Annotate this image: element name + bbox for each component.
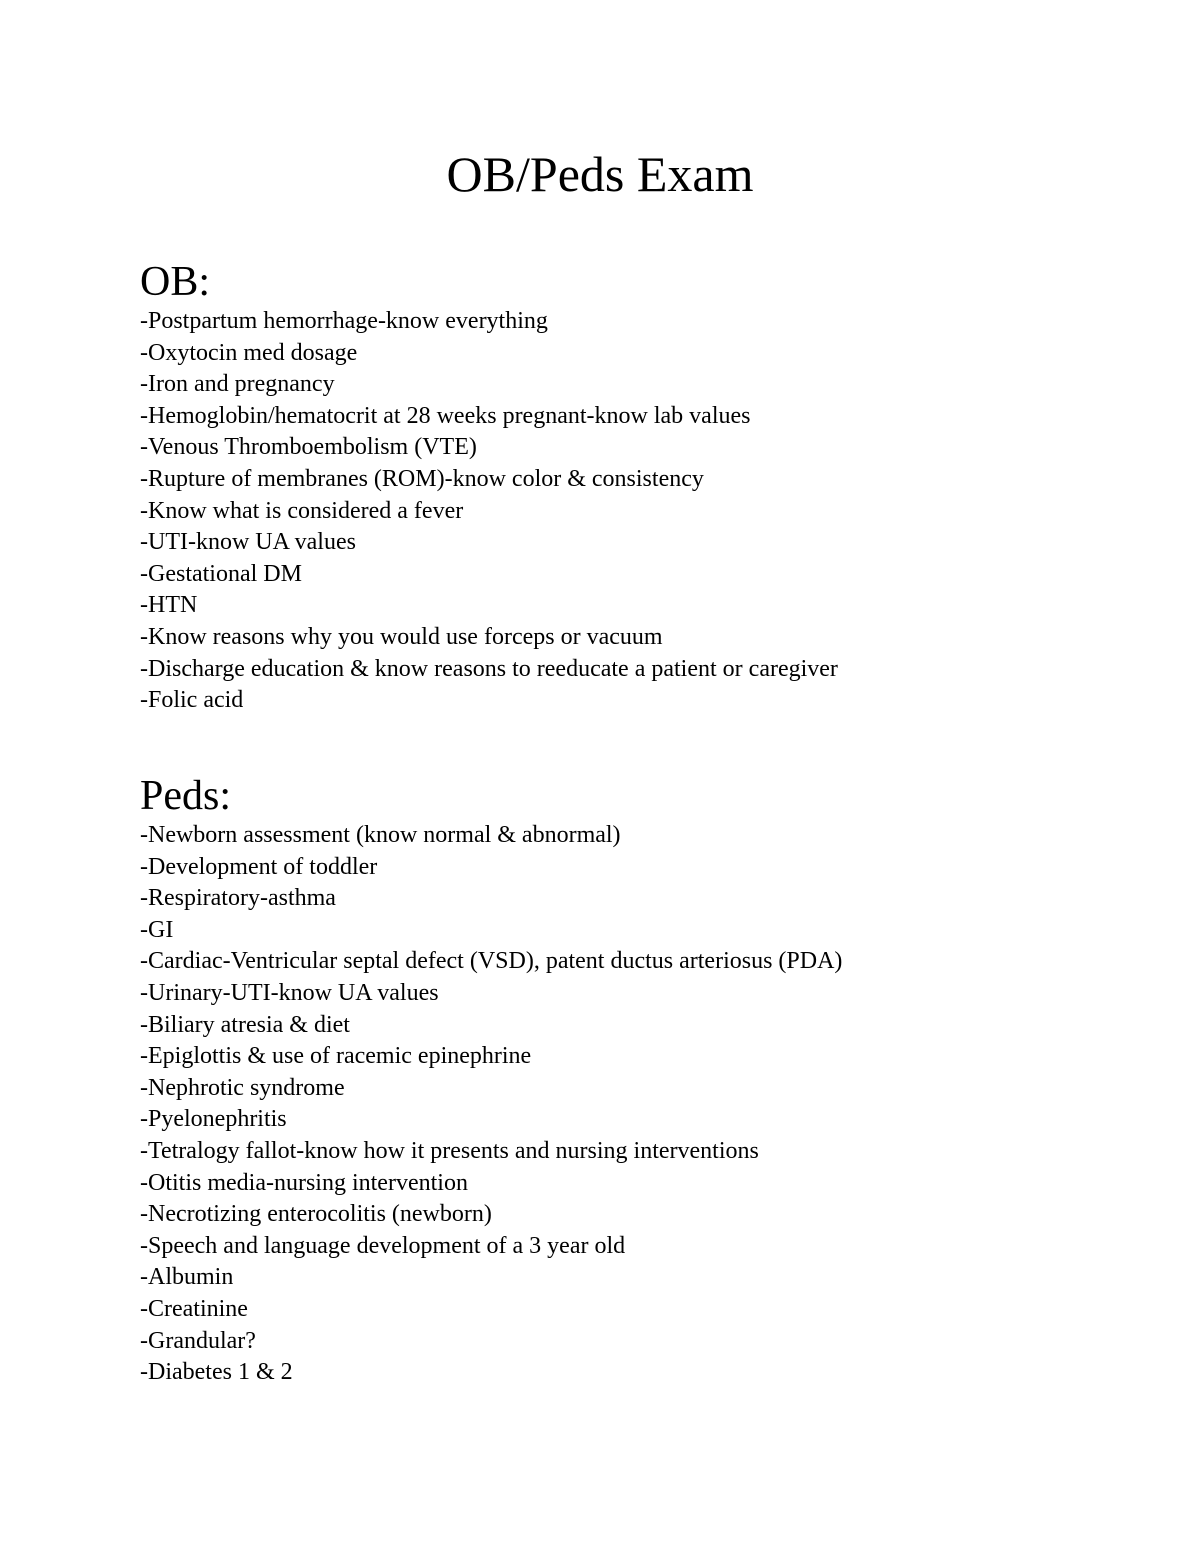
- list-item: -UTI-know UA values: [140, 529, 356, 556]
- list-item: -Pyelonephritis: [140, 1106, 287, 1133]
- list-item: -Respiratory-asthma: [140, 885, 336, 912]
- list-item: -HTN: [140, 592, 198, 619]
- section-heading-peds: Peds:: [140, 773, 232, 819]
- list-item: -Diabetes 1 & 2: [140, 1359, 293, 1386]
- peds-topic-list: [140, 820, 1140, 1389]
- list-item: -Iron and pregnancy: [140, 371, 335, 398]
- list-item: -Tetralogy fallot-know how it presents and nursing interventions: [140, 1137, 759, 1164]
- list-item: -Urinary-UTI-know UA values: [140, 979, 439, 1006]
- list-item: -Postpartum hemorrhage-know everything: [140, 308, 548, 334]
- list-item: -Cardiac-Ventricular septal defect (VSD), patent ductus arteriosus (PDA): [140, 948, 843, 975]
- list-item: -Creatinine: [140, 1295, 248, 1322]
- section-ob: [140, 258, 1140, 717]
- list-item: -Speech and language development of a 3 year old: [140, 1232, 626, 1259]
- list-item: -Venous Thromboembolism (VTE): [140, 434, 477, 461]
- list-item: -Grandular?: [140, 1327, 256, 1354]
- list-item: -Oxytocin med dosage: [140, 339, 358, 366]
- list-item: -Know reasons why you would use forceps or vacuum: [140, 623, 663, 650]
- list-item: -Rupture of membranes (ROM)-know color & consistency: [140, 465, 704, 492]
- list-item: -Know what is considered a fever: [140, 497, 464, 524]
- list-item: -Gestational DM: [140, 560, 302, 587]
- list-item: -Newborn assessment (know normal & abnormal): [140, 822, 621, 848]
- section-heading-ob: OB:: [140, 259, 211, 305]
- list-item: -Albumin: [140, 1264, 234, 1291]
- list-item: -Biliary atresia & diet: [140, 1011, 350, 1038]
- list-item: -Discharge education & know reasons to reeducate a patient or caregiver: [140, 655, 838, 682]
- list-item: -Development of toddler: [140, 853, 378, 880]
- list-item: -GI: [140, 916, 174, 943]
- list-item: -Otitis media-nursing intervention: [140, 1169, 468, 1196]
- list-item: -Folic acid: [140, 687, 244, 714]
- document-title: OB/Peds Exam: [446, 146, 754, 202]
- list-item: -Hemoglobin/hematocrit at 28 weeks pregnant-know lab values: [140, 402, 751, 429]
- list-item: -Nephrotic syndrome: [140, 1074, 345, 1101]
- list-item: -Necrotizing enterocolitis (newborn): [140, 1201, 492, 1228]
- section-peds: [140, 772, 1140, 1389]
- list-item: -Epiglottis & use of racemic epinephrine: [140, 1043, 532, 1070]
- ob-topic-list: [140, 306, 1140, 717]
